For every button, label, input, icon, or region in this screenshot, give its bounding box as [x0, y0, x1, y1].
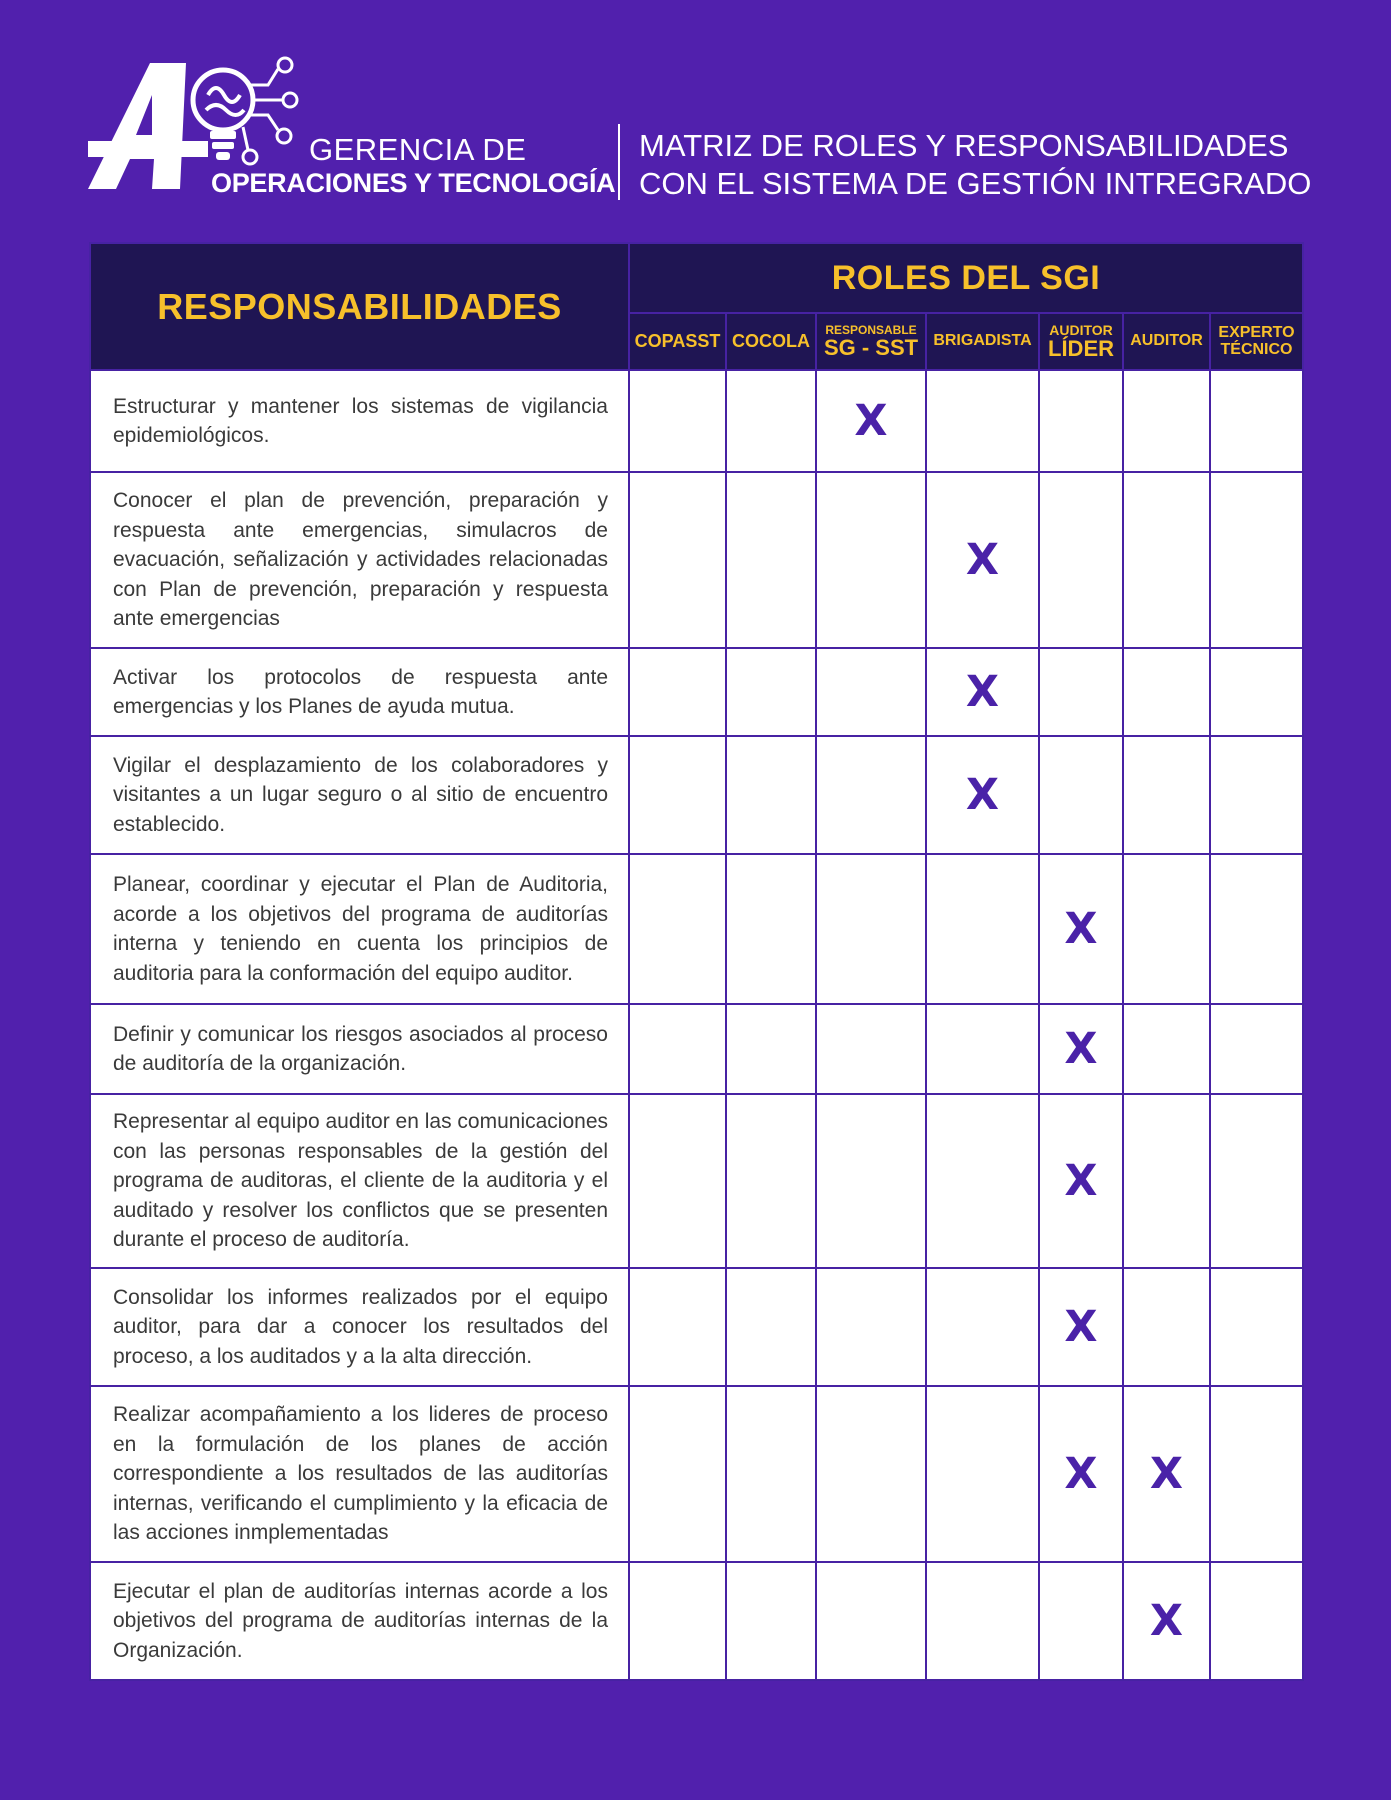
role-assignment-cell [816, 648, 926, 736]
table-row [90, 1562, 1303, 1680]
role-label: COCOLA [732, 331, 810, 352]
assignment-mark: X [1149, 1596, 1184, 1646]
document-title-line1: MATRIZ DE ROLES Y RESPONSABILIDADES [639, 128, 1289, 163]
role-assignment-cell [816, 1562, 926, 1680]
role-assignment-cell [1039, 648, 1123, 736]
role-assignment-cell [1123, 854, 1210, 1004]
responsibilities-header: RESPONSABILIDADES [90, 243, 629, 370]
table-row [90, 1386, 1303, 1562]
role-label-top: EXPERTO [1218, 323, 1295, 341]
role-assignment-cell [926, 1562, 1039, 1680]
table-row [90, 648, 1303, 736]
role-assignment-cell [1210, 854, 1303, 1004]
role-assignment-cell [1123, 1094, 1210, 1268]
assignment-mark: X [1064, 1024, 1098, 1074]
responsibility-cell: Consolidar los informes realizados por el equipo auditor, para dar a conocer los resultados del proceso, a los auditados y a la alta dirección. [90, 1268, 629, 1386]
role-assignment-cell [1039, 736, 1123, 854]
role-assignment-cell [726, 648, 816, 736]
responsibility-cell: Representar al equipo auditor en las comunicaciones con las personas responsables de la gestión del programa de auditoras, el cliente de la auditoria y el auditado y resolver los conflictos que se presenten durante el proceso de auditoría. [90, 1094, 629, 1268]
role-assignment-cell [629, 370, 726, 472]
table-row [90, 1094, 1303, 1268]
role-assignment-cell [816, 472, 926, 648]
assignment-mark: X [965, 770, 1000, 820]
table-row [90, 370, 1303, 472]
role-assignment-cell [1210, 1004, 1303, 1094]
role-assignment-cell [1123, 736, 1210, 854]
role-assignment-cell [1039, 1268, 1123, 1386]
role-assignment-cell [1039, 370, 1123, 472]
role-assignment-cell [629, 648, 726, 736]
page-header [0, 0, 1391, 230]
role-label: AUDITOR [1130, 332, 1203, 350]
role-label-bottom: SG - SST [823, 335, 919, 361]
role-assignment-cell [816, 1386, 926, 1562]
role-assignment-cell [1210, 1094, 1303, 1268]
role-assignment-cell [1210, 1386, 1303, 1562]
table-row [90, 736, 1303, 854]
role-assignment-cell [1210, 370, 1303, 472]
role-assignment-cell [926, 370, 1039, 472]
role-assignment-cell [1039, 1004, 1123, 1094]
role-assignment-cell [1123, 1386, 1210, 1562]
role-label: COPASST [634, 331, 721, 352]
role-assignment-cell [1123, 1004, 1210, 1094]
role-assignment-cell [926, 854, 1039, 1004]
role-assignment-cell [629, 1562, 726, 1680]
document-title-line2: CON EL SISTEMA DE GESTIÓN INTREGRADO [639, 166, 1312, 201]
role-assignment-cell [1039, 1094, 1123, 1268]
role-label-bottom: TÉCNICO [1220, 340, 1293, 358]
role-assignment-cell [816, 1268, 926, 1386]
role-column-brigadista [926, 313, 1039, 370]
role-assignment-cell [1210, 472, 1303, 648]
responsibility-cell: Activar los protocolos de respuesta ante emergencias y los Planes de ayuda mutua. [90, 648, 629, 736]
document-title [639, 127, 1311, 203]
role-assignment-cell [816, 736, 926, 854]
role-assignment-cell [629, 1386, 726, 1562]
role-assignment-cell [816, 1004, 926, 1094]
role-assignment-cell [726, 1094, 816, 1268]
responsibility-cell: Vigilar el desplazamiento de los colaboradores y visitantes a un lugar seguro o al sitio de encuentro establecido. [90, 736, 629, 854]
role-assignment-cell [1123, 1268, 1210, 1386]
role-assignment-cell [816, 1094, 926, 1268]
assignment-mark: X [965, 535, 1000, 585]
role-assignment-cell [1210, 1268, 1303, 1386]
role-column-responsable-sg-sst [816, 313, 926, 370]
role-label: BRIGADISTA [933, 332, 1032, 350]
role-column-experto-tecnico [1210, 313, 1303, 370]
role-assignment-cell [1210, 648, 1303, 736]
role-assignment-cell [1210, 736, 1303, 854]
role-assignment-cell [926, 1268, 1039, 1386]
table-row [90, 1004, 1303, 1094]
role-assignment-cell [629, 472, 726, 648]
role-assignment-cell [726, 1004, 816, 1094]
role-assignment-cell [926, 472, 1039, 648]
responsibility-cell: Definir y comunicar los riesgos asociados al proceso de auditoría de la organización. [90, 1004, 629, 1094]
header-divider [618, 124, 620, 200]
role-assignment-cell [926, 1004, 1039, 1094]
responsibility-cell: Ejecutar el plan de auditorías internas acorde a los objetivos del programa de auditorías internas de la Organización. [90, 1562, 629, 1680]
role-assignment-cell [1039, 472, 1123, 648]
responsibility-cell: Planear, coordinar y ejecutar el Plan de Auditoria, acorde a los objetivos del programa de auditorías interna y teniendo en cuenta los principios de auditoria para la conformación del equipo auditor. [90, 854, 629, 1004]
role-label-bottom: LÍDER [1048, 336, 1114, 362]
role-label-top: AUDITOR [1049, 321, 1113, 338]
table-row [90, 854, 1303, 1004]
brand-name-line1: GERENCIA DE [309, 132, 527, 167]
assignment-mark: X [1149, 1449, 1184, 1499]
role-assignment-cell [1123, 1562, 1210, 1680]
assignment-mark: X [965, 667, 1000, 717]
role-assignment-cell [726, 1268, 816, 1386]
role-assignment-cell [726, 472, 816, 648]
role-column-auditor [1123, 313, 1210, 370]
role-assignment-cell [629, 1268, 726, 1386]
role-column-copasst [629, 313, 726, 370]
role-column-auditor-lider [1039, 313, 1123, 370]
role-assignment-cell [1039, 1386, 1123, 1562]
role-assignment-cell [926, 736, 1039, 854]
matrix-body [90, 370, 1303, 1680]
role-assignment-cell [726, 1386, 816, 1562]
role-assignment-cell [1123, 648, 1210, 736]
role-assignment-cell [629, 1094, 726, 1268]
role-assignment-cell [1123, 472, 1210, 648]
assignment-mark: X [1064, 904, 1098, 954]
role-assignment-cell [1210, 1562, 1303, 1680]
role-assignment-cell [926, 1386, 1039, 1562]
role-assignment-cell [726, 736, 816, 854]
brand-name-line2: OPERACIONES Y TECNOLOGÍA [211, 168, 616, 198]
role-assignment-cell [816, 854, 926, 1004]
assignment-mark: X [1064, 1156, 1098, 1206]
role-assignment-cell [726, 854, 816, 1004]
roles-responsibilities-matrix [89, 242, 1304, 1681]
role-assignment-cell [1039, 1562, 1123, 1680]
table-row [90, 1268, 1303, 1386]
role-assignment-cell [1039, 854, 1123, 1004]
responsibility-cell: Estructurar y mantener los sistemas de vigilancia epidemiológicos. [90, 370, 629, 472]
role-assignment-cell [816, 370, 926, 472]
role-assignment-cell [629, 854, 726, 1004]
role-assignment-cell [726, 370, 816, 472]
role-column-cocola [726, 313, 816, 370]
assignment-mark: X [1064, 1449, 1098, 1499]
responsibility-cell: Realizar acompañamiento a los lideres de proceso en la formulación de los planes de acción correspondiente a los resultados de las auditorías internas, verificando el cumplimiento y la eficacia de las acciones inmplementadas [90, 1386, 629, 1562]
role-assignment-cell [926, 648, 1039, 736]
assignment-mark: X [1064, 1302, 1098, 1352]
assignment-mark: X [854, 396, 888, 446]
role-assignment-cell [1123, 370, 1210, 472]
role-assignment-cell [629, 1004, 726, 1094]
role-label-top: RESPONSABLE [825, 322, 917, 337]
role-assignment-cell [926, 1094, 1039, 1268]
roles-header: ROLES DEL SGI [629, 243, 1303, 313]
role-assignment-cell [726, 1562, 816, 1680]
table-row [90, 472, 1303, 648]
role-assignment-cell [629, 736, 726, 854]
responsibility-cell: Conocer el plan de prevención, preparación y respuesta ante emergencias, simulacros de evacuación, señalización y actividades relacionadas con Plan de prevención, preparación y respuesta ante emergencias [90, 472, 629, 648]
